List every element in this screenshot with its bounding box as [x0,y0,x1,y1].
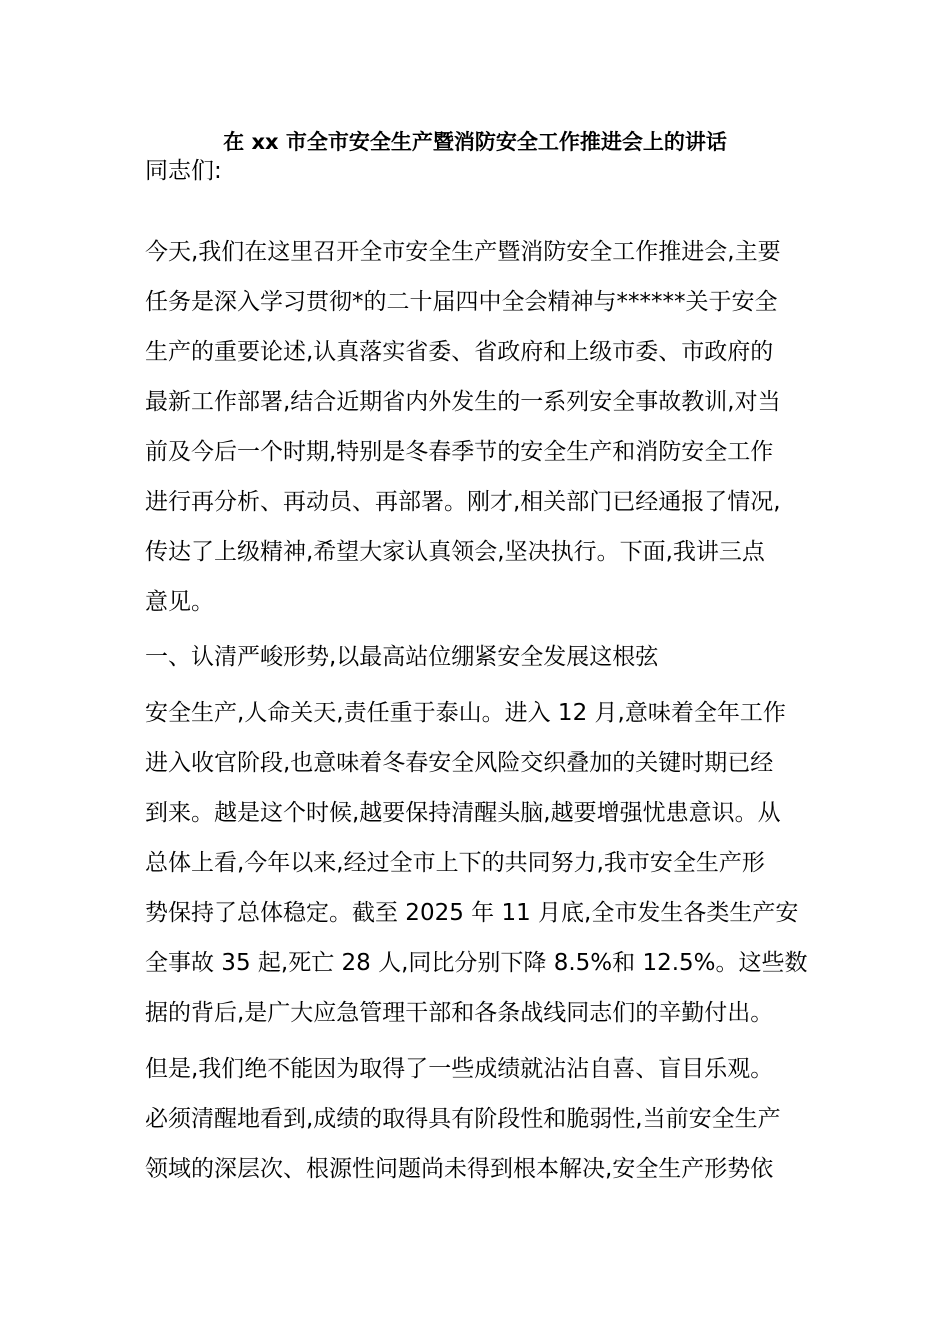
text-line: 据的背后,是广大应急管理干部和各条战线同志们的辛勤付出。 [145,1000,774,1026]
text-line: 最新工作部署,结合近期省内外发生的一系列安全事故教训,对当 [145,389,781,415]
text-line: 进行再分析、再动员、再部署。刚才,相关部门已经通报了情况, [145,489,781,515]
text-line: 生产的重要论述,认真落实省委、省政府和上级市委、市政府的 [145,339,774,365]
text-line: 安全生产,人命关天,责任重于泰山。进入 12 月,意味着全年工作 [145,700,786,726]
document-title: 在 xx 市全市安全生产暨消防安全工作推进会上的讲话 [223,130,727,154]
salutation: 同志们: [145,158,222,184]
text-line: 传达了上级精神,希望大家认真领会,坚决执行。下面,我讲三点 [145,539,765,565]
text-line: 总体上看,今年以来,经过全市上下的共同努力,我市安全生产形 [145,850,765,876]
text-line: 必须清醒地看到,成绩的取得具有阶段性和脆弱性,当前安全生产 [145,1106,781,1132]
text-line: 意见。 [145,589,214,615]
text-line: 势保持了总体稳定。截至 2025 年 11 月底,全市发生各类生产安 [145,900,799,926]
text-line: 今天,我们在这里召开全市安全生产暨消防安全工作推进会,主要 [145,239,781,265]
text-line: 全事故 35 起,死亡 28 人,同比分别下降 8.5%和 12.5%。这些数 [145,950,808,976]
text-line: 前及今后一个时期,特别是冬春季节的安全生产和消防安全工作 [145,439,774,465]
text-line: 领域的深层次、根源性问题尚未得到根本解决,安全生产形势依 [145,1156,774,1182]
text-line: 到来。越是这个时候,越要保持清醒头脑,越要增强忧患意识。从 [145,800,781,826]
text-line: 进入收官阶段,也意味着冬春安全风险交织叠加的关键时期已经 [145,750,774,776]
text-line: 但是,我们绝不能因为取得了一些成绩就沾沾自喜、盲目乐观。 [145,1056,774,1082]
section-heading-text: 一、认清严峻形势,以最高站位绷紧安全发展这根弦 [145,644,659,670]
text-line: 任务是深入学习贯彻*的二十届四中全会精神与******关于安全 [145,289,778,315]
